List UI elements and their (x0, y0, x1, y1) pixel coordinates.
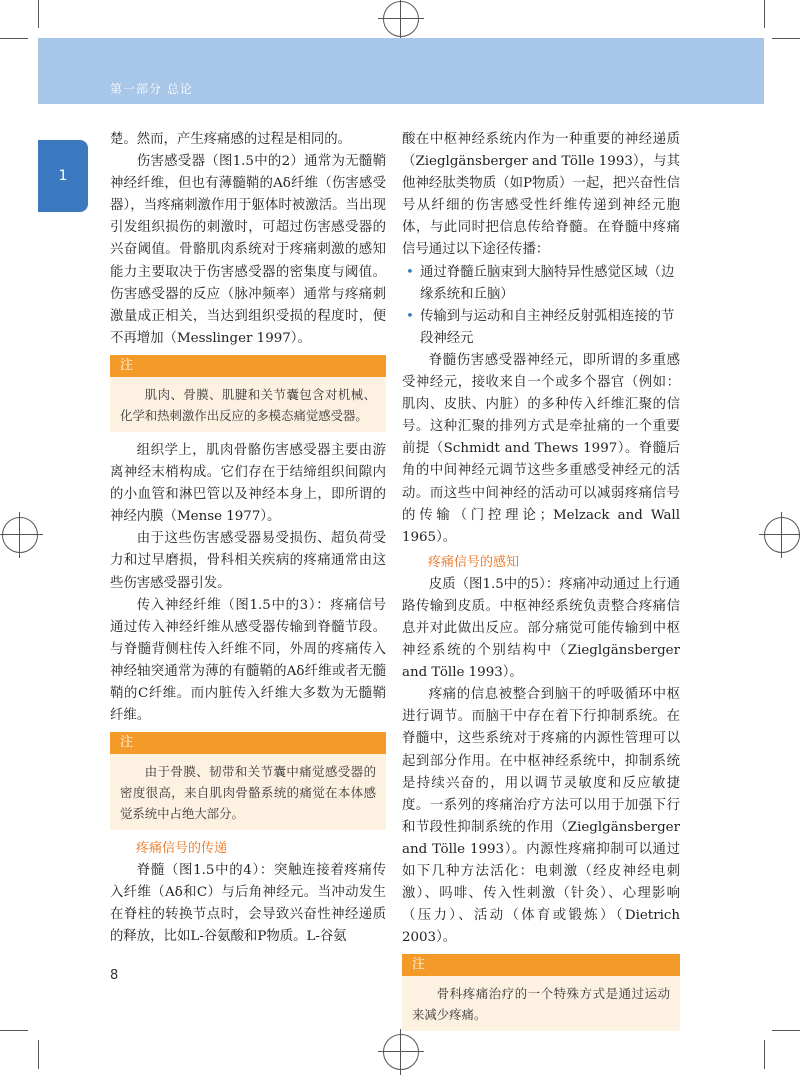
paragraph: 由于这些伤害感受器易受损伤、超负荷受力和过早磨损，骨科相关疾病的疼痛通常由这些伤害感受器引发。 (110, 531, 386, 591)
crop-mark (38, 1040, 39, 1069)
paragraph: 皮质（图1.5中的5）：疼痛冲动通过上行通路传输到皮质。中枢神经系统负责整合疼痛信息并对此做出反应。部分痛觉可能传输到中枢神经系统的个别结构中（Zieglgänsberger and Tölle 1993）。 (402, 576, 680, 681)
paragraph: 脊髓（图1.5中的4）：突触连接着疼痛传入纤维（Aδ和C）与后角神经元。当冲动发生在脊柱的转换节点时，会导致兴奋性神经递质的释放，比如L-谷氨酸和P物质。L-谷氨 (110, 863, 386, 945)
crop-mark (764, 0, 765, 28)
bullet-item (402, 262, 680, 306)
registration-mark (383, 1, 419, 37)
paragraph: 酸在中枢神经系统内作为一种重要的神经递质（Zieglgänsberger and Tölle 1993），与其他神经肽类物质（如P物质）一起，把兴奋性信号从纤细的伤害感受性纤维传递到神经元胞体，与此同时把信息传给脊髓。在脊髓中疼痛信号通过以下途径传播： (402, 132, 680, 258)
note-title: 注 (402, 954, 680, 976)
right-column (402, 129, 680, 1039)
paragraph: 疼痛的信息被整合到脑干的呼吸循环中枢进行调节。而脑干中存在着下行抑制系统。在脊髓中，这些系统对于疼痛的内源性管理可以起到部分作用。在中枢神经系统中，抑制系统是持续兴奋的，用以调节灵敏度和反应敏捷度。一系列的疼痛治疗方法可以用于加强下行和节段性抑制系统的作用（Zieglgänsberger and Tölle 1993）。内源性疼痛抑制可以通过如下几种方法活化：电刺激（经皮神经电刺激）、吗啡、传入性刺激（针灸）、心理影响（压力）、活动（体育或锻炼）（Dietrich 2003）。 (402, 687, 680, 946)
chapter-number: 1 (58, 168, 68, 184)
note-box (402, 954, 680, 1031)
subheading: 疼痛信号的感知 (428, 554, 520, 570)
bullet-icon: • (406, 308, 414, 324)
crop-mark (764, 1040, 765, 1069)
crop-mark (772, 38, 800, 39)
paragraph: 传入神经纤维（图1.5中的3）：疼痛信号通过传入神经纤维从感受器传输到脊髓节段。与脊髓背侧柱传入纤维不同，外周的疼痛传入神经轴突通常为薄的有髓鞘的Aδ纤维或者无髓鞘的C纤维。而内脏传入纤维大多数为无髓鞘纤维。 (110, 597, 386, 724)
note-box (110, 355, 386, 432)
registration-mark (764, 517, 800, 553)
crop-mark (0, 1030, 28, 1031)
note-title: 注 (110, 355, 386, 377)
paragraph: 伤害感受器（图1.5中的2）通常为无髓鞘神经纤维，但也有薄髓鞘的Aδ纤维（伤害感受器），当疼痛刺激作用于躯体时被激活。当出现引发组织损伤的刺激时，可超过伤害感受器的兴奋阈值。骨骼肌肉系统对于疼痛刺激的感知能力主要取决于伤害感受器的密集度与阈值。伤害感受器的反应（脉冲频率）通常与疼痛刺激量成正相关，当达到组织受损的程度时，便不再增加（Messlinger 1997）。 (110, 154, 386, 346)
subheading: 疼痛信号的传递 (136, 841, 228, 857)
running-header: 第一部分 总论 (110, 82, 193, 96)
registration-mark (2, 517, 38, 553)
paragraph: 组织学上，肌肉骨骼伤害感受器主要由游离神经末梢构成。它们存在于结缔组织间隙内的小血管和淋巴管以及神经本身上，即所谓的神经内膜（Mense 1977）。 (110, 442, 386, 525)
crop-mark (772, 1030, 800, 1031)
page-number: 8 (110, 968, 119, 983)
bullet-text: 通过脊髓丘脑束到大脑特异性感觉区域（边缘系统和丘脑） (420, 264, 675, 302)
chapter-tab (38, 140, 88, 212)
note-text: 肌肉、骨膜、肌腱和关节囊包含对机械、化学和热刺激作出反应的多模态痛觉感受器。 (110, 377, 386, 432)
bullet-item (402, 306, 680, 350)
left-column (110, 129, 386, 949)
paragraph: 楚。然而，产生疼痛感的过程是相同的。 (110, 132, 352, 147)
bullet-text: 传输到与运动和自主神经反射弧相连接的节段神经元 (420, 308, 675, 346)
paragraph: 脊髓伤害感受器神经元，即所谓的多重感受神经元，接收来自一个或多个器官（例如：肌肉、皮肤、内脏）的多种传入纤维汇聚的信号。这种汇聚的排列方式是牵扯痛的一个重要前提（Schmidt and Thews 1997）。脊髓后角的中间神经元调节这些多重感受神经元的活动。而这些中间神经的活动可以减弱疼痛信号的传输（门控理论；Melzack and Wall 1965）。 (402, 352, 680, 545)
bullet-icon: • (406, 264, 414, 280)
note-title: 注 (110, 732, 386, 754)
note-text: 由于骨膜、韧带和关节囊中痛觉感受器的密度很高，来自肌肉骨骼系统的痛觉在本体感觉系统中占绝大部分。 (110, 754, 386, 830)
registration-mark (383, 1034, 419, 1070)
note-box (110, 732, 386, 830)
crop-mark (38, 0, 39, 28)
crop-mark (0, 38, 28, 39)
note-text: 骨科疼痛治疗的一个特殊方式是通过运动来减少疼痛。 (402, 976, 680, 1031)
